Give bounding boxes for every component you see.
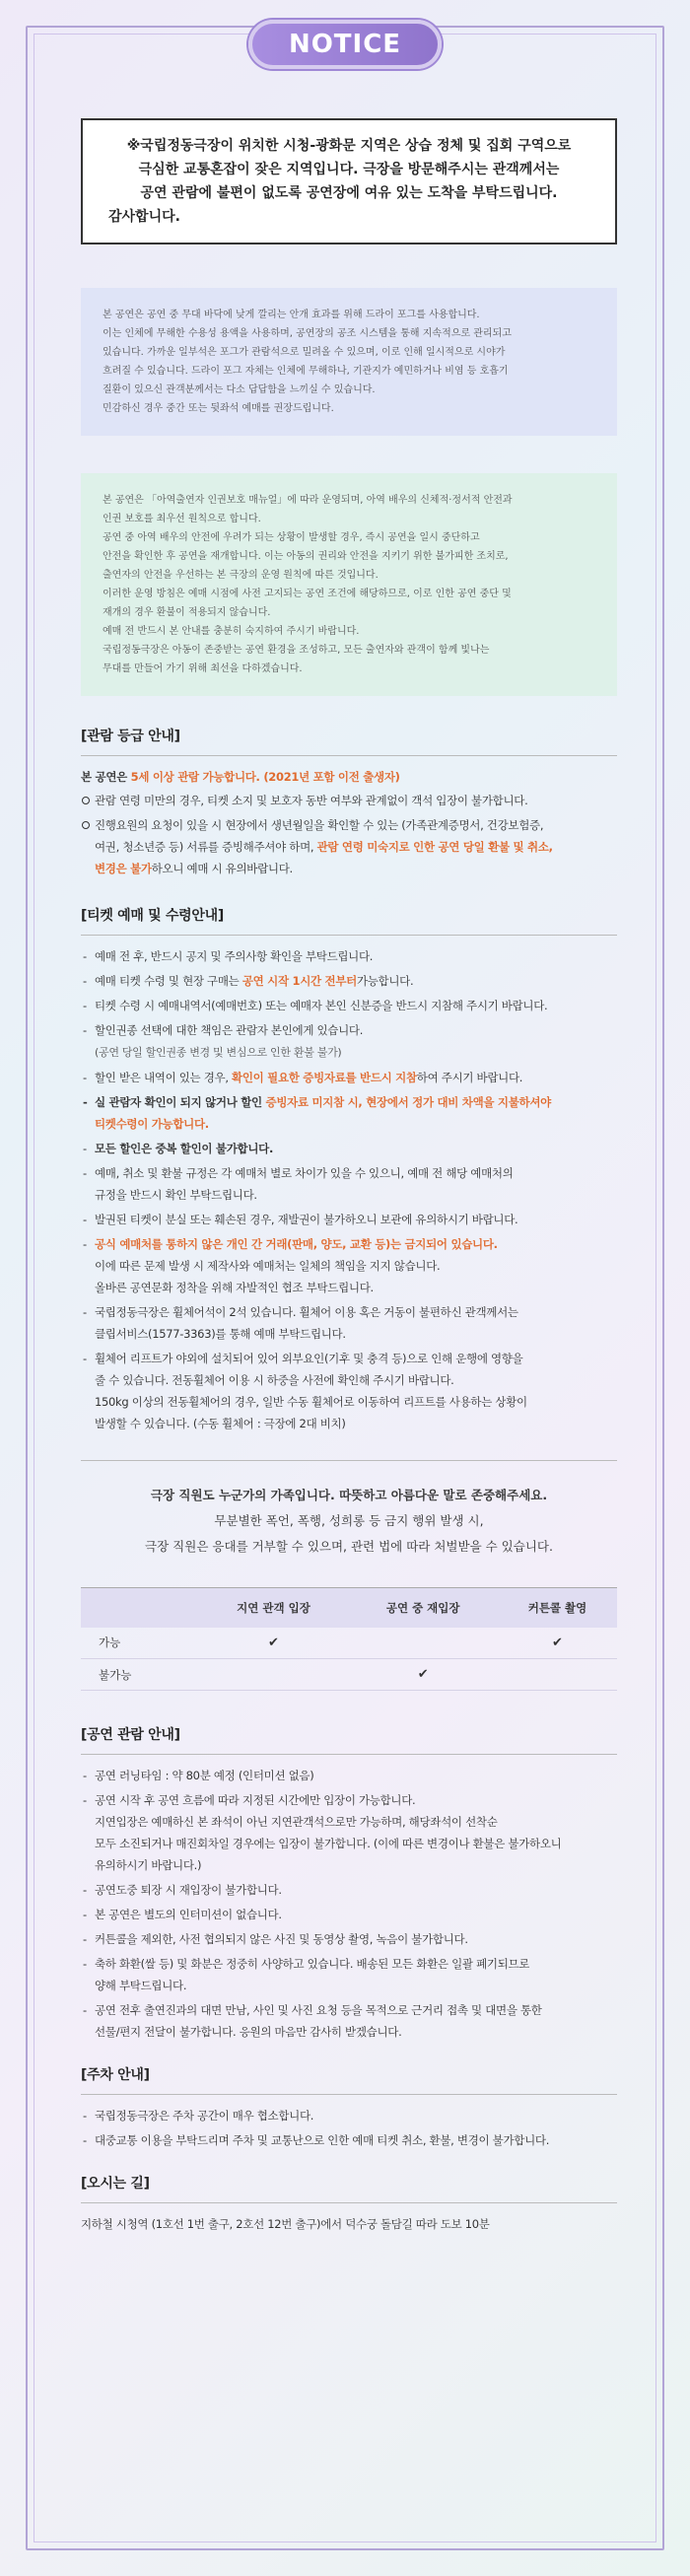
content xyxy=(81,118,617,2235)
staff-line: 무분별한 폭언, 폭행, 성희롱 등 금지 행위 발생 시, xyxy=(214,1513,484,1528)
list-item xyxy=(81,1138,617,1159)
notice-badge: NOTICE xyxy=(248,20,442,69)
item-text: 커튼콜을 제외한, 사전 협의되지 않은 사진 및 동영상 촬영, 녹음이 불가합니다. xyxy=(95,1932,468,1946)
list-item xyxy=(81,1348,617,1434)
list-item xyxy=(81,1162,617,1206)
parking-section xyxy=(81,2064,617,2151)
table-header xyxy=(81,1588,199,1628)
fog-line: 이는 인체에 무해한 수용성 용액을 사용하며, 공연장의 공조 시스템을 통해 지속적으로 관리되고 xyxy=(103,328,512,339)
list-item xyxy=(81,1879,617,1901)
child-line: 공연 중 아역 배우의 안전에 우려가 되는 상황이 발생할 경우, 즉시 공연을 일시 중단하고 xyxy=(103,532,480,543)
item-text: 실 관람자 확인이 되지 않거나 할인 xyxy=(95,1095,266,1109)
rating-title: [관람 등급 안내] xyxy=(81,726,617,756)
list-item xyxy=(81,1928,617,1950)
item-text: 클립서비스(1577-3363)를 통해 예매 부탁드립니다. xyxy=(95,1327,346,1341)
rating-bullet xyxy=(81,814,617,879)
dry-fog-notice xyxy=(81,288,617,436)
item-text: 선물/편지 전달이 불가합니다. 응원의 마음만 감사히 받겠습니다. xyxy=(95,2025,402,2039)
item-highlight: 공연 시작 1시간 전부터 xyxy=(242,974,357,988)
rating-prefix: 본 공연은 xyxy=(81,770,131,784)
rating-bullet xyxy=(81,790,617,811)
rating-highlight: 관람 연령 미숙지로 인한 공연 당일 환불 및 취소, xyxy=(316,840,553,854)
rating-bullets xyxy=(81,790,617,879)
list-item xyxy=(81,1091,617,1135)
notice-badge-wrap xyxy=(0,20,690,69)
rating-section xyxy=(81,726,617,879)
child-line: 재개의 경우 환불이 적용되지 않습니다. xyxy=(103,607,271,618)
item-text: 규정을 반드시 확인 부탁드립니다. xyxy=(95,1188,257,1202)
table-row xyxy=(81,1628,617,1659)
item-text: 이에 따른 문제 발생 시 제작사와 예매처는 일체의 책임을 지지 않습니다. xyxy=(95,1259,441,1273)
parking-list xyxy=(81,2105,617,2151)
rating-bullet-text: 관람 연령 미만의 경우, 티켓 소지 및 보호자 동반 여부와 관계없이 객석 입장이 불가합니다. xyxy=(95,794,528,807)
item-text: 예매 티켓 수령 및 현장 구매는 xyxy=(95,974,242,988)
rating-highlight: 변경은 불가 xyxy=(95,862,152,875)
item-highlight: 티켓수령이 가능합니다. xyxy=(95,1117,209,1131)
entry-table xyxy=(81,1587,617,1691)
item-subtext: (공연 당일 할인권종 변경 및 변심으로 인한 환불 불가) xyxy=(95,1046,342,1059)
ticket-list xyxy=(81,945,617,1434)
item-text: 공연도중 퇴장 시 재입장이 불가합니다. xyxy=(95,1883,282,1897)
rating-bullet-text: 하오니 예매 시 유의바랍니다. xyxy=(151,862,293,875)
child-line: 무대를 만들어 가기 위해 최선을 다하겠습니다. xyxy=(103,663,303,674)
list-item xyxy=(81,1301,617,1345)
notice-line: 공연 관람에 불편이 없도록 공연장에 여유 있는 도착을 부탁드립니다. xyxy=(140,185,558,201)
table-cell xyxy=(498,1659,617,1691)
check-icon: ✔ xyxy=(498,1628,617,1659)
child-line: 안전을 확인한 후 공연을 재개합니다. 이는 아동의 권리와 안전을 지키기 위한 불가피한 조치로, xyxy=(103,551,509,562)
rating-bullet-text: 여권, 청소년증 등) 서류를 증빙해주셔야 하며, xyxy=(95,840,317,854)
item-text: 국립정동극장은 주차 공간이 매우 협소합니다. xyxy=(95,2109,314,2123)
child-actor-notice xyxy=(81,473,617,696)
item-text: 올바른 공연문화 정착을 위해 자발적인 협조 부탁드립니다. xyxy=(95,1281,374,1294)
child-line: 본 공연은 「아역출연자 인권보호 매뉴얼」에 따라 운영되며, 아역 배우의 신체적·정서적 안전과 xyxy=(103,495,513,506)
item-text: 할인 받은 내역이 있는 경우, xyxy=(95,1071,233,1084)
item-text: 줄 수 있습니다. 전동휠체어 이용 시 하중을 사전에 확인해 주시기 바랍니다. xyxy=(95,1373,454,1387)
fog-line: 흐려질 수 있습니다. 드라이 포그 자체는 인체에 무해하나, 기관지가 예민하거나 비염 등 호흡기 xyxy=(103,366,509,377)
item-text: 하여 주시기 바랍니다. xyxy=(416,1071,523,1084)
list-item xyxy=(81,1067,617,1088)
child-line: 인권 보호를 최우선 원칙으로 합니다. xyxy=(103,514,261,524)
item-text: 대중교통 이용을 부탁드리며 주차 및 교통난으로 인한 예매 티켓 취소, 환불, 변경이 불가합니다. xyxy=(95,2133,550,2147)
item-text: 지연입장은 예매하신 본 좌석이 아닌 지연관객석으로만 가능하며, 해당좌석이 선착순 xyxy=(95,1815,498,1829)
fog-line: 있습니다. 가까운 일부석은 포그가 관람석으로 밀려올 수 있으며, 이로 인해 일시적으로 시야가 xyxy=(103,347,506,358)
table-header-row xyxy=(81,1588,617,1628)
child-line: 예매 전 반드시 본 안내를 충분히 숙지하여 주시기 바랍니다. xyxy=(103,626,360,637)
parking-title: [주차 안내] xyxy=(81,2064,617,2095)
list-item xyxy=(81,1999,617,2043)
notice-line: ※국립정동극장이 위치한 시청-광화문 지역은 상습 정체 및 집회 구역으로 xyxy=(126,138,572,154)
item-text: 휠체어 리프트가 야외에 설치되어 있어 외부요인(기후 및 충격 등)으로 인해 운행에 영향을 xyxy=(95,1352,523,1365)
table-header: 공연 중 재입장 xyxy=(348,1588,498,1628)
child-line: 국립정동극장은 아동이 존중받는 공연 환경을 조성하고, 모든 출연자와 관객이 함께 빛나는 xyxy=(103,645,490,656)
child-line: 출연자의 안전을 우선하는 본 극장의 운영 원칙에 따른 것입니다. xyxy=(103,570,379,581)
directions-section xyxy=(81,2173,617,2235)
table-header: 커튼콜 촬영 xyxy=(498,1588,617,1628)
item-text: 발권된 티켓이 분실 또는 훼손된 경우, 재발권이 불가하오니 보관에 유의하시기 바랍니다. xyxy=(95,1213,518,1226)
item-text: 공연 전후 출연진과의 대면 만남, 사인 및 사진 요청 등을 목적으로 근거리 접촉 및 대면을 통한 xyxy=(95,2003,542,2017)
list-item xyxy=(81,995,617,1016)
item-text: 예매 전 후, 반드시 공지 및 주의사항 확인을 부탁드립니다. xyxy=(95,949,374,963)
fog-line: 민감하신 경우 중간 또는 뒷좌석 예매를 권장드립니다. xyxy=(103,403,334,414)
item-text: 예매, 취소 및 환불 규정은 각 예매처 별로 차이가 있을 수 있으니, 예매 전 해당 예매처의 xyxy=(95,1166,514,1180)
fog-line: 본 공연은 공연 중 무대 바닥에 낮게 깔리는 안개 효과를 위해 드라이 포그를 사용합니다. xyxy=(103,310,480,320)
list-item xyxy=(81,1765,617,1786)
table-cell xyxy=(348,1628,498,1659)
list-item xyxy=(81,1019,617,1064)
list-item xyxy=(81,1789,617,1876)
item-text: 모두 소진되거나 매진회차일 경우에는 입장이 불가합니다. (이에 따른 변경이나 환불은 불가하오니 xyxy=(95,1837,562,1850)
item-text: 모든 할인은 중복 할인이 불가합니다. xyxy=(95,1142,274,1155)
table-header: 지연 관객 입장 xyxy=(199,1588,349,1628)
staff-respect-notice xyxy=(81,1460,617,1560)
staff-line: 극장 직원은 응대를 거부할 수 있으며, 관련 법에 따라 처벌받을 수 있습니다. xyxy=(145,1539,553,1554)
staff-line: 극장 직원도 누군가의 가족입니다. 따뜻하고 아름다운 말로 존중해주세요. xyxy=(150,1488,548,1502)
performance-title: [공연 관람 안내] xyxy=(81,1724,617,1755)
directions-text: 지하철 시청역 (1호선 1번 출구, 2호선 12번 출구)에서 덕수궁 돌담길 따라 도보 10분 xyxy=(81,2217,490,2231)
traffic-notice-box xyxy=(81,118,617,244)
row-label: 불가능 xyxy=(81,1659,199,1691)
item-text: 발생할 수 있습니다. (수동 휠체어 : 극장에 2대 비치) xyxy=(95,1417,346,1430)
item-text: 국립정동극장은 휠체어석이 2석 있습니다. 휠체어 이용 혹은 거동이 불편하신 관객께서는 xyxy=(95,1305,518,1319)
item-text: 공연 시작 후 공연 흐름에 따라 지정된 시간에만 입장이 가능합니다. xyxy=(95,1793,416,1807)
list-item xyxy=(81,2129,617,2151)
list-item xyxy=(81,945,617,967)
ticket-section xyxy=(81,905,617,1434)
item-text: 본 공연은 별도의 인터미션이 없습니다. xyxy=(95,1908,282,1921)
check-icon: ✔ xyxy=(199,1628,349,1659)
performance-section xyxy=(81,1724,617,2043)
notice-line: 감사합니다. xyxy=(108,209,180,225)
list-item xyxy=(81,1209,617,1230)
item-highlight: 증빙자료 미지참 시, 현장에서 정가 대비 차액을 지불하셔야 xyxy=(265,1095,551,1109)
item-text: 양해 부탁드립니다. xyxy=(95,1979,187,1992)
directions-title: [오시는 길] xyxy=(81,2173,617,2203)
item-text: 가능합니다. xyxy=(356,974,414,988)
list-item xyxy=(81,1904,617,1925)
item-text: 공연 러닝타임 : 약 80분 예정 (인터미션 없음) xyxy=(95,1769,314,1782)
list-item xyxy=(81,970,617,992)
child-line: 이러한 운영 방침은 예매 시점에 사전 고지되는 공연 조건에 해당하므로, 이로 인한 공연 중단 및 xyxy=(103,589,512,599)
notice-line: 극심한 교통혼잡이 잦은 지역입니다. 극장을 방문해주시는 관객께서는 xyxy=(138,162,560,177)
rating-line xyxy=(81,766,617,788)
item-text: 티켓 수령 시 예매내역서(예매번호) 또는 예매자 본인 신분증을 반드시 지참해 주시기 바랍니다. xyxy=(95,999,548,1012)
item-text: 축하 화환(쌀 등) 및 화분은 정중히 사양하고 있습니다. 배송된 모든 화환은 일괄 폐기되므로 xyxy=(95,1957,530,1971)
table-cell xyxy=(199,1659,349,1691)
item-text: 할인권종 선택에 대한 책임은 관람자 본인에게 있습니다. xyxy=(95,1023,364,1037)
rating-age: 5세 이상 관람 가능합니다. (2021년 포함 이전 출생자) xyxy=(130,770,400,784)
item-text: 150kg 이상의 전동휠체어의 경우, 일반 수동 휠체어로 이동하여 리프트를 사용하는 상황이 xyxy=(95,1395,527,1409)
item-highlight: 확인이 필요한 증빙자료를 반드시 지참 xyxy=(232,1071,417,1084)
item-text: 유의하시기 바랍니다.) xyxy=(95,1858,202,1872)
list-item xyxy=(81,2105,617,2126)
ticket-title: [티켓 예매 및 수령안내] xyxy=(81,905,617,936)
list-item xyxy=(81,1233,617,1298)
rating-bullet-text: 진행요원의 요청이 있을 시 현장에서 생년월일을 확인할 수 있는 (가족관계증명서, 건강보험증, xyxy=(95,818,544,832)
performance-list xyxy=(81,1765,617,2043)
fog-line: 질환이 있으신 관객분께서는 다소 답답함을 느끼실 수 있습니다. xyxy=(103,384,376,395)
list-item xyxy=(81,1953,617,1996)
table-row xyxy=(81,1659,617,1691)
item-highlight: 공식 예매처를 통하지 않은 개인 간 거래(판매, 양도, 교환 등)는 금지되어 있습니다. xyxy=(95,1237,498,1251)
check-icon: ✔ xyxy=(348,1659,498,1691)
row-label: 가능 xyxy=(81,1628,199,1659)
